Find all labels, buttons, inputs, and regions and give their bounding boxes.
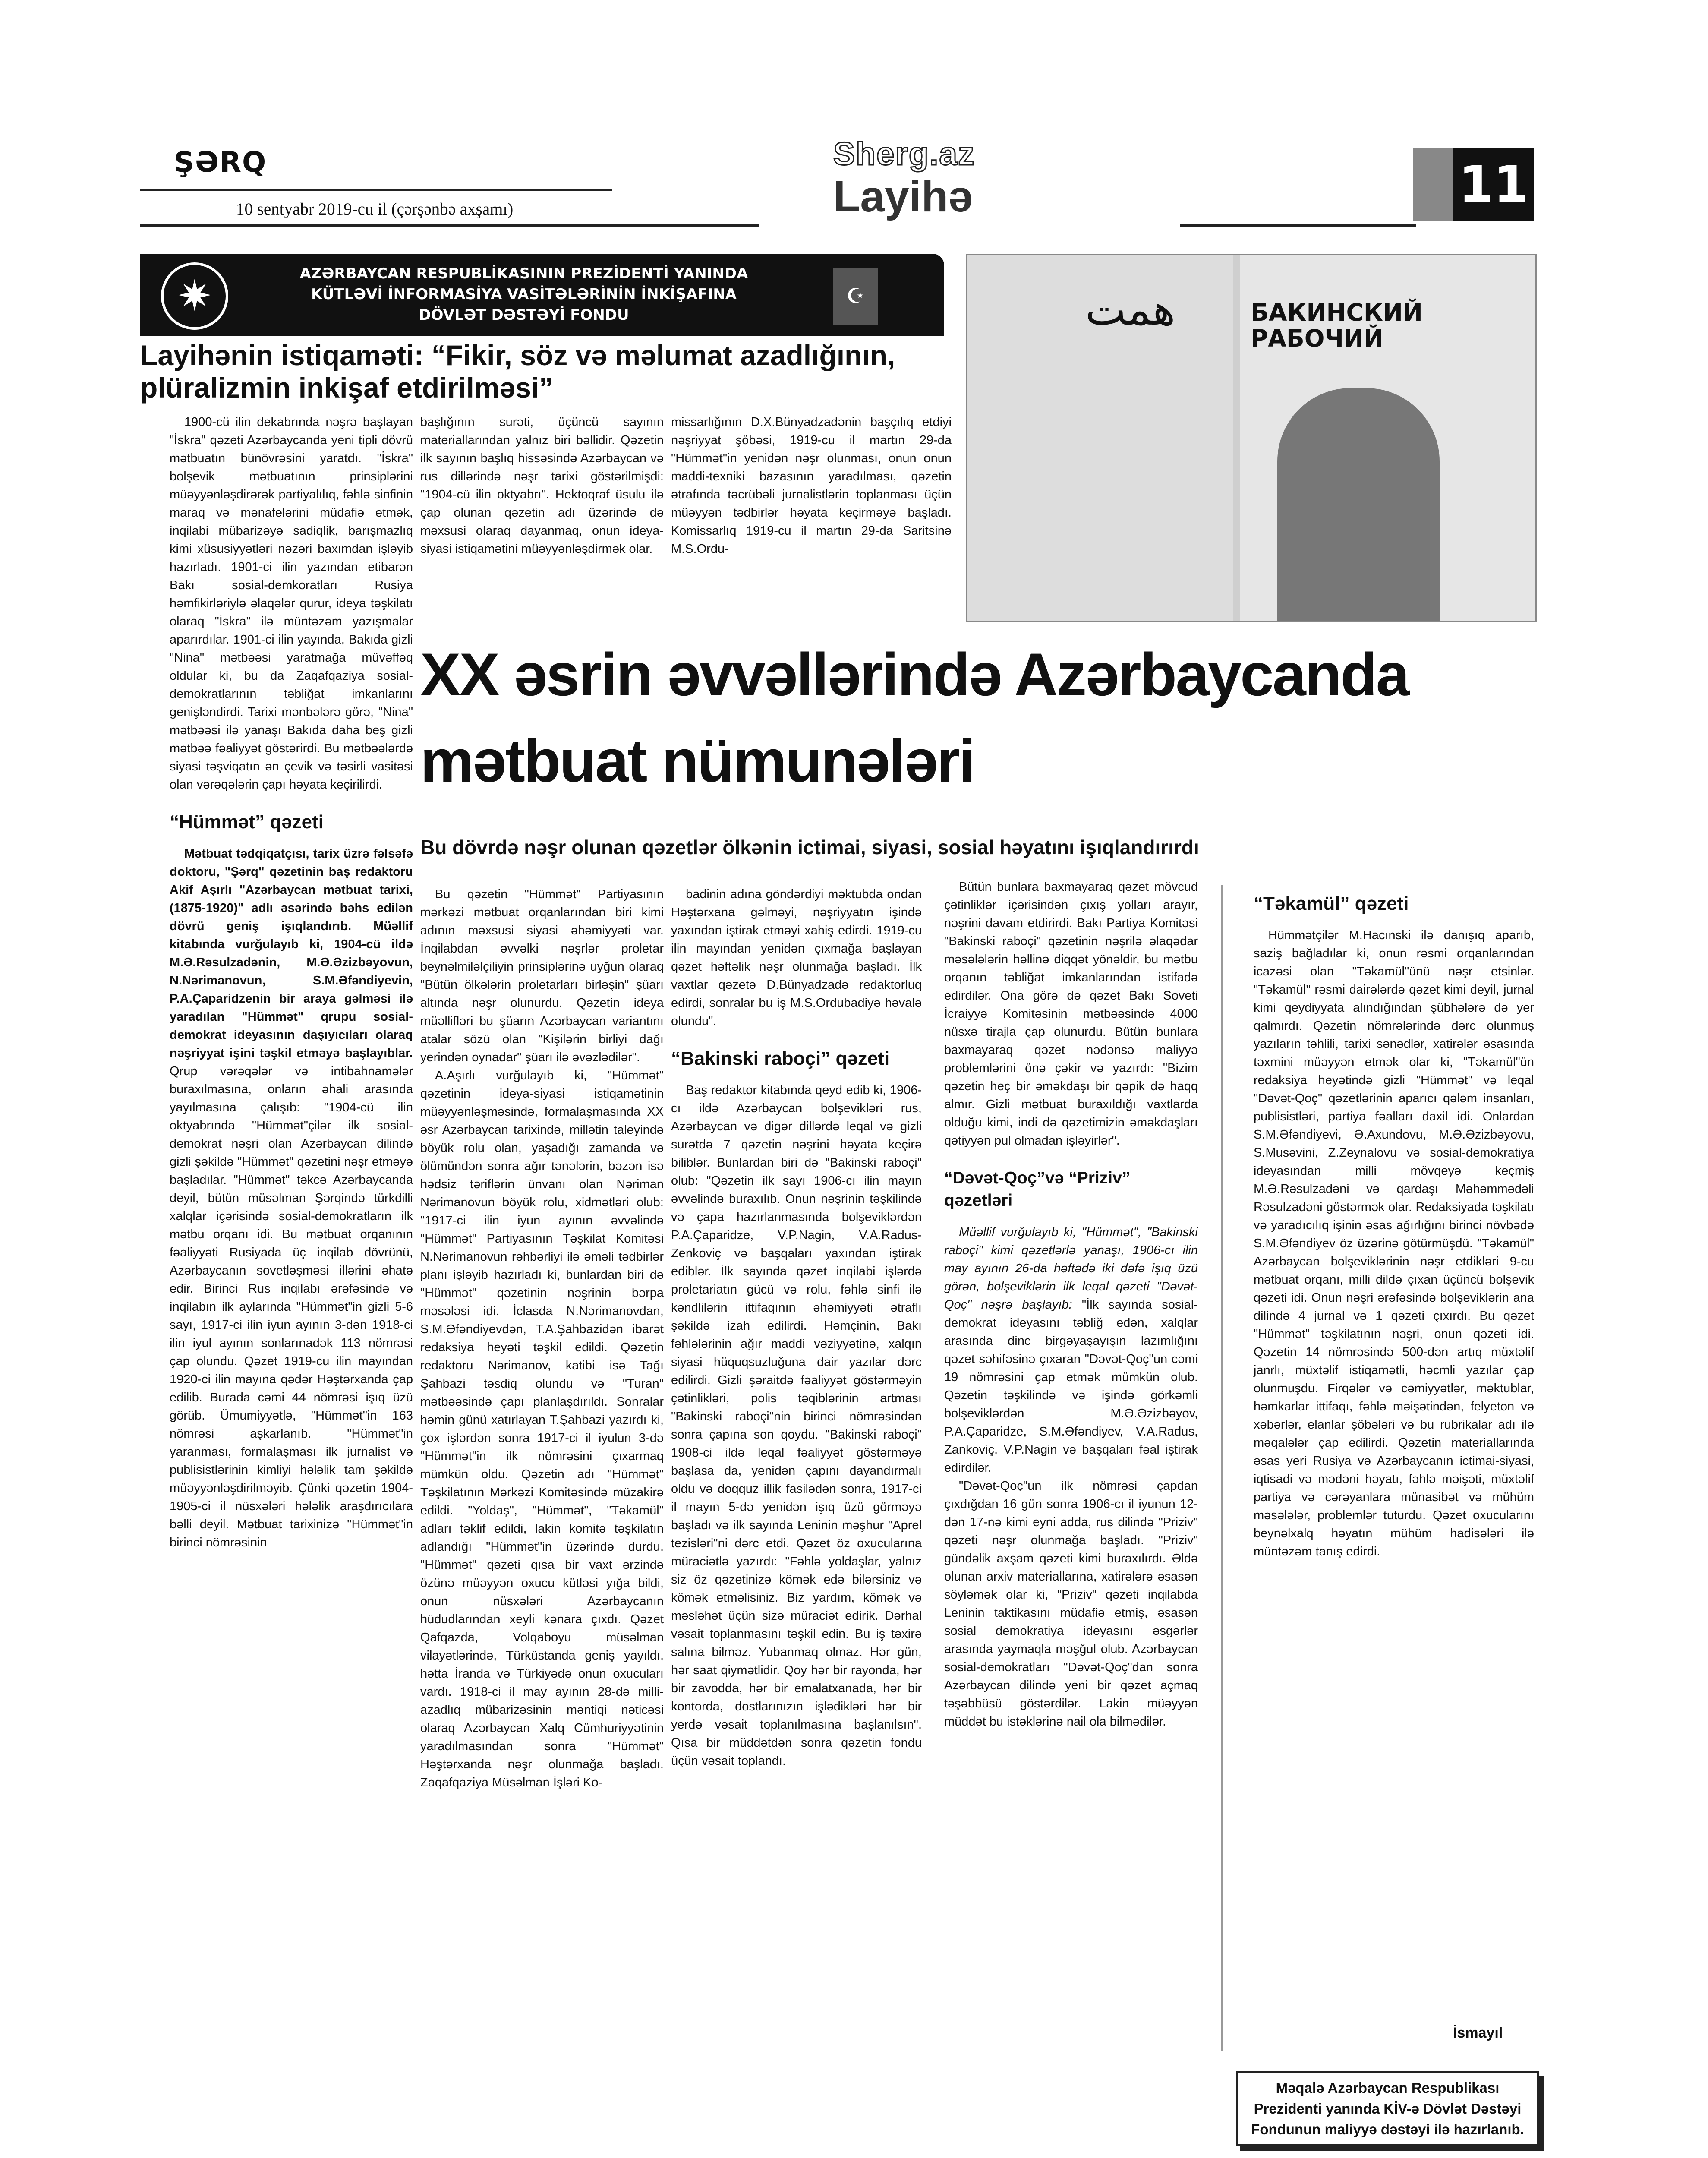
lead-bold-text: Mətbuat tədqiqatçısı, tarix üzrə fəlsəfə doktoru, "Şərq" qəzetinin baş redaktoru Akif Aşırlı "Azərbaycan mətbuat tarixi, (1875-1920)" adlı əsərində bəhs edilən dövrü geniş işıqlandırıb. Müəllif kitabında vurğulayıb ki, 1904-cü ildə M.Ə.Rəsulzadənin, M.Ə.Əzizbəyovun, N.Nərimanovun, S.M.Əfəndiyevin, P.A.Çaparidzenin bir araya gəlməsi ilə yaradılan "Hümmət" qrupu sosial-demokrat ideyasının daşıyıcıları olaraq nəşriyyat işini təşkil etməyə başlayıblar. [170, 847, 413, 1060]
subheading-bakinski-raboci: “Bakinski raboçi” qəzeti [671, 1048, 890, 1069]
newspaper-logo: ŞƏRQ [174, 146, 267, 179]
paragraph: "Dəvət-Qoç"un ilk nömrəsi çapdan çıxdığdan 16 gün sonra 1906-cı il iyunun 12-dən 17-nə kimi eyni adda, rus dilində "Priziv" qəzeti nəşr olunmağa başladı. "Priziv" gündəlik axşam qəzeti kimi buraxılırdı. Əldə olunan arxiv materiallarına, xatirələrə əsasən söyləmək olar ki, "Priziv" qəzeti inqilabda Leninin taktikasını müdafiə etmiş, əsasən sosial demokratiya ideyasını əsgərlər arasında yaymaqla məşğul olub. Azərbaycan sosial-demokratları "Dəvət-Qoç"dan sonra Azərbaycan dilində yeni bir qəzet açmaq təşəbbüsü göstərdilər. Lakin müəyyən müddət bu istəklərinə nail ola bilmədilər. [944, 1479, 1198, 1729]
divider [140, 224, 759, 227]
banner-text: AZƏRBAYCAN RESPUBLİKASININ PREZİDENTİ YANINDA KÜTLƏVİ İNFORMASİYA VASİTƏLƏRİNİN İNKİŞAFINA DÖVLƏT DƏSTƏYİ FONDU [299, 265, 748, 324]
paragraph: başlığının surəti, üçüncü sayının materiallarından yalnız biri bəllidir. Qəzetin ilk sayının başlıq hissəsində Azərbaycan və rus dillərində nəşr tarixi göstərilmişdi: "1904-cü ilin oktyabrı". Hektoqraf üsulu ilə çap olunan qəzetin adı üzərində də məxsusi olaraq dayanmaq, onun ideya-siyasi istiqamətini müəyyənləşdirmək olar. [420, 415, 664, 556]
historic-newspapers-photo [966, 254, 1537, 622]
paragraph: Hümmətçilər M.Hacınski ilə danışıq aparıb, saziş bağladılar ki, onun rəsmi orqanlarından icazəsi olan "Təkamül"ünü nəşr etsinlər. "Təkamül" rəsmi dairələrdə qəzet kimi deyil, jurnal kimi qeydiyyata alındığından şübhələrə də yer qalmırdı. Qəzetin nömrələrində dərc olunmuş yazıların təhlili, tarixi sənədlər, xatirələr əsasında təxmini müəyyən etmək olar ki, "Təkamül"ün redaksiya heyətində gizli "Hümmət" və leqal "Dəvət-Qoç" qəzetlərinin aparıcı qələm insanları, publisistləri, partiya fəalları daxil idi. Onlardan S.M.Əfəndiyevi, Ə.Axundovu, M.Ə.Əzizbəyovu, S.Musəvini, Z.Zeynalovu və sosial-demokratiya ideyasından milli mövqeyə keçmiş M.Ə.Rəsulzadəni və qardaşı Məhəmmədəli Rəsulzadəni göstərmək olar. Redaksiyada təşkilatı və yaradıcılıq işinin əsas ağırlığını birinci növbədə S.M.Əfəndiyev öz üzərinə götürmüşdü. "Təkamül" Azərbaycan bolşeviklərinin nəşr etdikləri 9-cu mətbuat orqanı, milli dildə çıxan üçüncü bolşevik qəzeti idi. Onun nəşri ərəfəsində bolşeviklərin ana dilində 4 jurnal və 1 qəzeti çıxırdı. Bu qəzet "Hümmət" təşkilatının nəşri, onun qəzeti idi. Qəzetin 14 nömrəsində 500-dən artıq müxtəlif janrlı, müxtəlif istiqamətli, həcmli yazılar çap olunmuşdu. Firqələr və cəmiyyətlər, məktublar, həmkarlar ittifaqı, fəhlə məişətindən, felyeton və xəbərlər, elanlar şöbələri və bu rubrikalar adı ilə məqalələr çap edilirdi. Qəzetin materiallarında əsas yeri Rusiya və Azərbaycanın ictimai-siyasi, iqtisadi və mədəni həyatı, fəhlə məişəti, müxtəlif partiya və cərəyanlara münasibət və mühüm məsələlər, problemlər tuturdu. Qəzet oxucularını beynəlxalq həyatın mühüm hadisələri ilə müntəzəm tanış edirdi. [1254, 928, 1534, 1559]
section-title: Layihə [833, 172, 973, 221]
hummet-clipping [967, 255, 1233, 621]
column-2 [420, 885, 664, 1792]
paragraph: missarlığının D.X.Bünyadzadənin başçılıq etdiyi nəşriyyat şöbəsi, 1919-cu il martın 29-da "Hümmət"in yenidən nəşr olunması, onun onun maddi-texniki bazasının yaradılması, qəzetin ətrafında təcrübəli jurnalistlərin toplanması üçün müəyyən tədbirlər həyata keçirməyə başladı. Komissarlıq 1919-cu il martın 29-da Saritsinə M.S.Ordu- [671, 415, 952, 556]
page-number: 11 [1453, 148, 1534, 221]
portrait-figure [1277, 388, 1440, 621]
paragraph: Bütün bunlara baxmayaraq qəzet mövcud çətinliklər içərisindən çıxış yolları arayır, nəşrini davam etdirirdi. Bakı Partiya Komitəsi "Bakinski raboçi" qəzetinin nəşrilə əlaqədar məsələlərin həllinə diqqət yönəldir, bu mətbu orqanın təbliğat imkanlarından istifadə edirdilər. Ona görə də qəzet Bakı Soveti İcraiyyə Komitəsinin mətbəəsində 4000 nüsxə tirajla çap olunurdu. Bütün bunlara baxmayaraq qəzet nədənsə maliyyə problemlərini önə çəkir və yazırdı: "Bizim qəzetin heç bir əməkdaşı bir qəpik də haqq almır. Gizli mətbuat buraxıldığı vaxtlarda olduğu kimi, indi də qəzetimizin əməkdaşları qətiyyən pul olmadan işləyirlər". [944, 880, 1198, 1148]
funding-note-box: Məqalə Azərbaycan Respublikası Prezidenti yanında KİV-ə Dövlət Dəstəyi Fondunun maliyyə dəstəyi ilə hazırlanıb. [1236, 2071, 1539, 2146]
paragraph: A.Aşırlı vurğulayıb ki, "Hümmət" qəzetinin ideya-siyasi istiqamətinin müəyyənləşməsində, formalaşmasında XX əsr Azərbaycan tarixində, millətin taleyində böyük rolu olan, yaşadığı zamanda və ölümündən sonra ağır tənələrin, bəzən isə hədsiz təriflərin ünvanı olan Nəriman Nərimanovun böyük rolu, xidmətləri olub: "1917-ci ilin iyun ayının əvvəlində "Hümmət" Partiyasının Təşkilat Komitəsi N.Nərimanovun rəhbərliyi ilə əməli tədbirlər planı işləyib hazırladı ki, bunlardan biri də "Hümmət" qəzetinin nəşrinin bərpa məsələsi idi. İclasda N.Nərimanovdan, S.M.Əfəndiyevdən, T.A.Şahbazidən ibarət redaksiya heyəti təşkil edildi. Qəzetin redaktoru Nərimanov, katibi isə Tağı Şahbazi təsdiq olundu və "Turan" mətbəəsində çapı planlaşdırıldı. Sonralar həmin günü xatırlayan T.Şahbazi yazırdı ki, çox işlərdən sonra 1917-ci il iyulun 3-də "Hümmət"in ilk nömrəsini çıxarmaq mümkün oldu. Qəzetin adı "Hümmət" Təşkilatının Mərkəzi Komitəsində müzakirə edildi. "Yoldaş", "Hümmət", "Təkamül" adları təklif edildi, lakin komitə təşkilatın adlandığı "Hümmət"in üzərində durdu. "Hümmət" qəzeti qısa bir vaxt ərzində özünə müəyyən oxucu kütləsi yığa bildi, onun nüsxələri Azərbaycanın hüdudlarından xeyli kənara çıxdı. Qəzet Qafqazda, Volqaboyu müsəlman vilayətlərində, Türküstanda geniş yayıldı, hətta İranda və Türkiyədə onun oxucuları vardı. 1918-ci il may ayının 28-də milli-azadlıq mübarizəsinin məntiqi nəticəsi olaraq Azərbaycan Xalq Cümhuriyyətinin yaradılmasından sonra "Hümmət" Həştərxanda nəşr olunmağa başladı. Zaqafqaziya Müsəlman İşləri Ko- [420, 1069, 664, 1789]
column-1 [170, 413, 413, 1552]
issue-date: 10 sentyabr 2019-cu il (çərşənbə axşamı) [236, 200, 514, 218]
subheading-hummet: “Hümmət” qəzeti [170, 811, 324, 833]
paragraph [944, 1223, 1198, 1477]
body-text: Qrup vərəqələr və intibahnamələr buraxılmasına, onların əhali arasında yayılmasına çalışıb: "1904-cü ilin oktyabrında "Hümmət"çilər ilk sosial-demokrat nəşri olan Azərbaycan dilində gizli şəkildə "Hümmət" qəzetini nəşr etməyə başladılar. "Hümmət" təkcə Azərbaycanda deyil, bütün müsəlman Şərqində türkdilli xalqlar içərisində sosial-demokratların ilk mətbu orqanı idi. Bu mətbuat orqanının fəaliyyəti Rusiyada üç inqilab dövrünü, Azərbaycanın sovetləşməsi illərini əhatə edir. Birinci Rus inqilabı ərəfəsində və inqilabın ilk aylarında "Hümmət"in gizli 5-6 sayı, 1917-ci ilin iyun ayının 3-dən 1918-ci ilin iyul ayının sonlarınadək 113 nömrəsi çap olundu. Qəzet 1919-cu ilin mayından 1920-ci ilin mayına qədər Həştərxanda çap edilib. Burada cəmi 44 nömrəsi işıq üzü görüb. Ümumiyyətlə, "Hümmət"in 163 nömrəsi aşkarlanıb. "Hümmət"in yaranması, formalaşması ilk jurnalist və publisistlərinin kimliyi hələlik tam şəkildə müəyyənləşdirilməyib. Çünki qəzetin 1904-1905-ci il nüsxələri hələlik araşdırıcılara bəlli deyil. Mətbuat tarixinizə "Hümmət"in birinci nömrəsinin [170, 1064, 413, 1549]
column-5 [1254, 893, 1534, 1561]
body-text: "İlk sayında sosial-demokrat ideyasını təbliğ edən, xalqlar arasında dinc birgəyaşayışın lazımlığını qəzet səhifəsinə çıxaran "Dəvət-Qoç"un cəmi 19 nömrəsini çap etmək mümkün olub. Qəzetin təşkilində və işində görkəmli bolşeviklərdən M.Ə.Əzizbəyov, P.A.Çaparidze, S.M.Əfəndiyev, V.A.Radus, Zankoviç, V.P.Nagin və başqaları fəal iştirak edirdilər. [944, 1298, 1198, 1475]
paragraph: 1900-cü ilin dekabrında nəşrə başlayan "İskra" qəzeti Azərbaycanda yeni tipli dövrü mətbuatın bünövrəsini yaratdı. "İskra" bolşevik mətbuatının prinsiplərini müəyyənləşdirərək partiyalılıq, fəhlə sinfinin maraq və mənafelərini müdafiə etmək, inqilabi mübarizəyə sadiqlik, barışmazlıq kimi xüsusiyyətləri nəzəri baxımdan işləyib hazırladı. 1901-ci ilin yazından etibarən Bakı sosial-demkoratları Rusiya həmfikirləriylə əlaqələr qurur, ideya təşkilatı olaraq "İskra" ilə müntəzəm yazışmalar aparırdılar. 1901-ci ilin yayında, Bakıda gizli "Nina" mətbəəsi yaratmağa müvəffəq oldular ki, bu da Zaqafqaziya sosial-demokratlarının təbliğat imkanlarını genişləndirdi. Tarixi mənbələrə görə, "Nina" mətbəəsi ilə yanaşı Bakıda daha beş gizli mətbəə fəaliyyət göstərirdi. Bu mətbəələrdə siyasi təşviqatın ən çevik və təsirli vasitəsi olan vərəqələrin çapı həyata keçirilirdi. [170, 415, 413, 792]
column-3-top [671, 413, 952, 558]
divider [1180, 224, 1416, 227]
divider [140, 189, 612, 191]
page-number-shade [1413, 148, 1454, 221]
subheading-devet-goc-priziv: “Dəvət-Qoç”və “Priziv” qəzetləri [944, 1169, 1131, 1210]
column-2-top [420, 413, 664, 558]
paragraph: Bu qəzetin "Hümmət" Partiyasının mərkəzi mətbuat orqanlarından biri kimi adının məxsusi siyasi əhəmiyyəti var. İnqilabdan əvvəlki nəşrlər proletar beynəlmiləlçiliyin prinsiplərinə uyğun olaraq "Bütün ölkələrin proletarları birləşin" şüarı altında nəşr olunurdu. Qəzetin ideya müəllifləri bu şüarın Azərbaycan variantını atalar sözü olan "Kişilərin birliyi dağı yerindən oynadar" şüarı ilə əvəzlədilər". [420, 887, 664, 1064]
paragraph: Baş redaktor kitabında qeyd edib ki, 1906-cı ildə Azərbaycan bolşevikləri rus, Azərbaycan və digər dillərdə leqal və gizli surətdə 7 qəzetin nəşrini həyata keçirə biliblər. Bunlardan biri də "Bakinski raboçi" olub: "Qəzetin ilk sayı 1906-cı ilin mayın əvvəlində buraxılıb. Onun nəşrinin təşkilində və çapa hazırlanmasında bolşeviklərdən P.A.Çaparidze, V.P.Nagin, V.A.Radus-Zenkoviç və başqaları yaxından iştirak ediblər. İlk sayında qəzet inqilabi işlərdə proletariatın gücü və rolu, fəhlə sinfi ilə kəndlilərin ittifaqının əhəmiyyəti ətraflı şəkildə izah edilirdi. Həmçinin, Bakı fəhlələrinin ağır maddi vəziyyətinə, xalqın siyasi hüquqsuzluğuna dair yazılar dərc edilirdi. Gizli şəraitdə fəaliyyət göstərməyin çətinlikləri, polis təqiblərinin artması "Bakinski raboçi"nin birinci nömrəsindən sonra çapına son qoydu. "Bakinski raboçi" 1908-ci ildə leqal fəaliyyət göstərməyə başlasa da, yenidən çapını dayandırmalı oldu və doqquz illik fasilədən sonra, 1917-ci il mayın 5-də yenidən işıq üzü görməyə başladı və ilk sayında Leninin məşhur "Aprel tezisləri"ni dərc etdi. Qəzet öz oxucularına müraciətlə yazırdı: "Fəhlə yoldaşlar, yalnız siz öz qəzetinizə kömək edə bilərsiniz və kömək etməlisiniz. Biz yardım, kömək və məsləhət üçün sizə müraciət edirik. Dərhal vəsait toplanmasını təşkil edin. Bu iş təxirə salına bilməz. Yubanmaq olmaz. Hər gün, hər saat qiymətlidir. Qoy hər bir rayonda, hər bir zavodda, hər bir emalatxanada, hər bir kontorda, dostlarınızın işlədikləri hər bir yerdə vəsait toplanılmasına başlanılsın". Qısa bir müddətdən sonra qəzetin fondu üçün vəsait toplandı. [671, 1083, 922, 1768]
article-subtitle: Bu dövrdə nəşr olunan qəzetlər ölkənin ictimai, siyasi, sosial həyatını işıqlandırırdı [420, 836, 1199, 858]
italic-text: Müəllif vurğulayıb ki, "Hümmət", "Bakinski raboçi" kimi qəzetlərlə yanaşı, 1906-cı ilin may ayının 26-da həftədə iki dəfə işıq üzü görən, bolşeviklərin ilk leqal qəzeti "Dəvət-Qoç" nəşrə başlayıb: [944, 1225, 1198, 1312]
column-3 [671, 885, 922, 1770]
hummet-masthead: همت [1085, 286, 1175, 334]
fund-banner [140, 254, 944, 336]
article-title: XX əsrin əvvəllərində Azərbaycanda mətbuat nümunələri [420, 640, 1409, 795]
bakinski-rabochi-masthead: БАКИНСКИЙ РАБОЧИЙ [1251, 299, 1423, 352]
subheading-tekamul: “Təkamül” qəzeti [1254, 893, 1409, 914]
column-4 [944, 878, 1198, 1731]
website-name: Sherg.az [833, 136, 975, 172]
project-direction-heading: Layihənin istiqaməti: “Fikir, söz və məlumat azadlığının, plüralizmin inkişaf etdirilməsi” [140, 339, 895, 404]
flag-icon: ☪ [833, 268, 878, 325]
paragraph [170, 845, 413, 1552]
state-emblem-icon: ✷ [161, 262, 228, 330]
author-signature: İsmayıl [1453, 2025, 1503, 2041]
column-divider [1221, 885, 1223, 2051]
paragraph: badinin adına göndərdiyi məktubda ondan Həştərxana gəlməyi, nəşriyyatın işində yaxından iştirak etməyi xahiş edirdi. 1919-cu ilin mayından yenidən çıxmağa başlayan qəzet həftəlik nəşr olunmağa başladı. İlk vaxtlar qəzetə D.Bünyadzadə redaktorluq edirdi, sonralar bu iş M.S.Ordubadiyə həvalə olundu". [671, 887, 922, 1028]
